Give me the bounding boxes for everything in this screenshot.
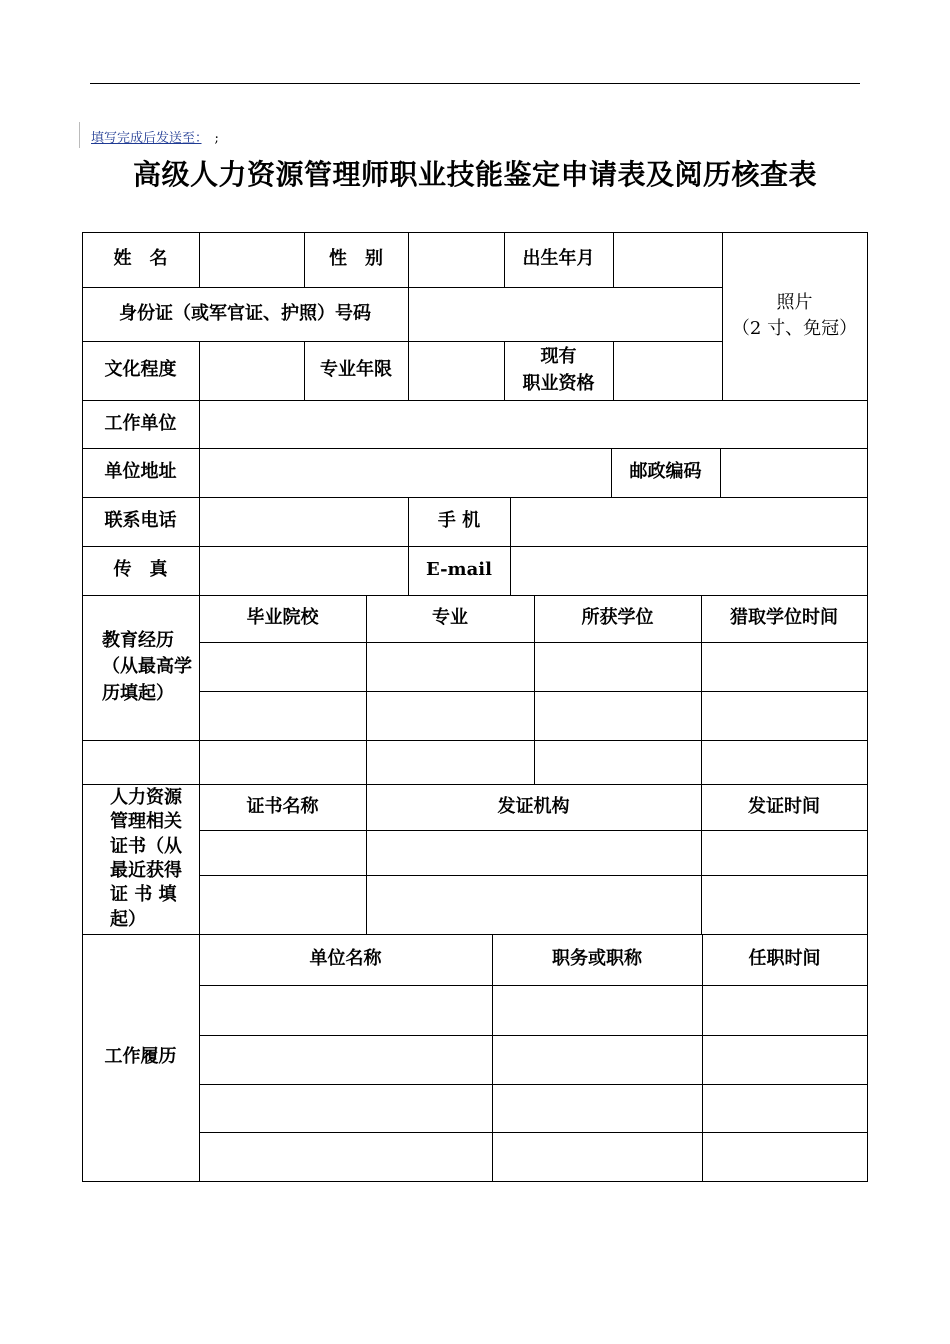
professional-years-label: 专业年限 — [320, 359, 392, 381]
address-label: 单位地址 — [104, 461, 177, 483]
name-field[interactable] — [200, 233, 304, 287]
education-date-cell[interactable] — [702, 692, 867, 740]
column-header-employer-name: 单位名称 — [309, 948, 382, 970]
work-history-label: 工作履历 — [104, 1046, 177, 1068]
education-history-label-line3: 历填起） — [102, 682, 174, 704]
gender-field[interactable] — [409, 233, 504, 287]
work-tenure-cell[interactable] — [703, 1133, 867, 1181]
education-major-cell[interactable] — [367, 741, 534, 784]
column-header-degree-date: 猎取学位时间 — [730, 607, 838, 629]
extra-row-label-cell[interactable] — [83, 741, 199, 784]
column-header-tenure: 任职时间 — [748, 948, 821, 970]
certificates-label — [82, 784, 199, 934]
certificate-date-cell[interactable] — [702, 876, 867, 934]
certificate-issuer-cell[interactable] — [367, 831, 701, 875]
work-tenure-cell[interactable] — [703, 1036, 867, 1084]
education-history-label-line1: 教育经历 — [102, 630, 174, 652]
postcode-field[interactable] — [721, 449, 867, 497]
birth-field[interactable] — [614, 233, 722, 287]
fax-label: 传 真 — [113, 559, 168, 581]
education-degree-cell[interactable] — [535, 741, 701, 784]
photo-label: 照片 — [776, 291, 813, 313]
photo-box[interactable] — [722, 232, 867, 400]
education-degree-cell[interactable] — [535, 692, 701, 740]
postcode-label: 邮政编码 — [629, 461, 702, 483]
phone-field[interactable] — [200, 498, 408, 546]
education-major-cell[interactable] — [367, 643, 534, 691]
mobile-field[interactable] — [511, 498, 867, 546]
certificates-label-line4: 最近获得 — [110, 860, 182, 881]
gender-label: 性 别 — [329, 248, 383, 270]
work-position-cell[interactable] — [493, 986, 702, 1035]
table-border-line — [867, 232, 868, 1182]
employer-field[interactable] — [200, 401, 867, 448]
photo-requirement: （2 寸、免冠） — [731, 318, 858, 339]
phone-label: 联系电话 — [104, 510, 177, 532]
column-header-school: 毕业院校 — [246, 607, 319, 629]
education-school-cell[interactable] — [200, 741, 366, 784]
name-label: 姓 名 — [113, 248, 168, 270]
certificates-label-line3: 证书（从 — [110, 835, 182, 857]
column-header-position: 职务或职称 — [552, 948, 642, 970]
certificate-name-cell[interactable] — [200, 876, 366, 934]
table-border-line — [82, 1181, 868, 1182]
work-employer-cell[interactable] — [200, 1133, 492, 1181]
work-tenure-cell[interactable] — [703, 986, 867, 1035]
birth-label: 出生年月 — [522, 248, 595, 270]
education-school-cell[interactable] — [200, 643, 366, 691]
education-date-cell[interactable] — [702, 643, 867, 691]
id-number-field[interactable] — [409, 288, 722, 341]
education-level-field[interactable] — [200, 342, 304, 400]
education-level-label: 文化程度 — [104, 359, 177, 381]
education-major-cell[interactable] — [367, 692, 534, 740]
page-title: 高级人力资源管理师职业技能鉴定申请表及阅历核查表 — [132, 158, 817, 191]
work-position-cell[interactable] — [493, 1133, 702, 1181]
work-position-cell[interactable] — [493, 1085, 702, 1132]
education-school-cell[interactable] — [200, 692, 366, 740]
education-date-cell[interactable] — [702, 741, 867, 784]
work-employer-cell[interactable] — [200, 1036, 492, 1084]
qualification-label — [504, 341, 613, 400]
email-field[interactable] — [511, 547, 867, 595]
certificates-label-line1: 人力资源 — [110, 787, 182, 809]
certificates-label-line5: 证 书 填 — [110, 884, 177, 906]
certificate-issuer-cell[interactable] — [367, 876, 701, 934]
education-history-label-line2: （从最高学 — [102, 656, 192, 678]
column-header-issuing-body: 发证机构 — [497, 795, 570, 817]
employer-label: 工作单位 — [104, 412, 177, 434]
mobile-label: 手 机 — [437, 510, 481, 532]
work-employer-cell[interactable] — [200, 1085, 492, 1132]
education-degree-cell[interactable] — [535, 643, 701, 691]
id-number-label: 身份证（或军官证、护照）号码 — [119, 302, 371, 324]
column-header-major: 专业 — [432, 607, 468, 629]
address-field[interactable] — [200, 449, 611, 497]
submission-semicolon: ; — [214, 131, 219, 146]
certificate-name-cell[interactable] — [200, 831, 366, 875]
column-header-issue-date: 发证时间 — [748, 795, 820, 817]
submission-instruction: 填写完成后发送至： — [91, 131, 202, 146]
qualification-label-line2: 职业资格 — [522, 372, 595, 394]
certificates-label-line2: 管理相关 — [110, 811, 182, 833]
work-tenure-cell[interactable] — [703, 1085, 867, 1132]
certificate-date-cell[interactable] — [702, 831, 867, 875]
professional-years-field[interactable] — [409, 342, 504, 400]
fax-field[interactable] — [200, 547, 408, 595]
education-history-label — [82, 595, 199, 740]
certificates-label-line6: 起） — [110, 908, 146, 930]
column-header-degree: 所获学位 — [581, 607, 654, 629]
qualification-label-line1: 现有 — [540, 346, 577, 368]
qualification-field[interactable] — [614, 342, 722, 400]
work-position-cell[interactable] — [493, 1036, 702, 1084]
email-label: E-mail — [426, 559, 492, 581]
work-employer-cell[interactable] — [200, 986, 492, 1035]
column-header-certificate-name: 证书名称 — [246, 795, 319, 817]
